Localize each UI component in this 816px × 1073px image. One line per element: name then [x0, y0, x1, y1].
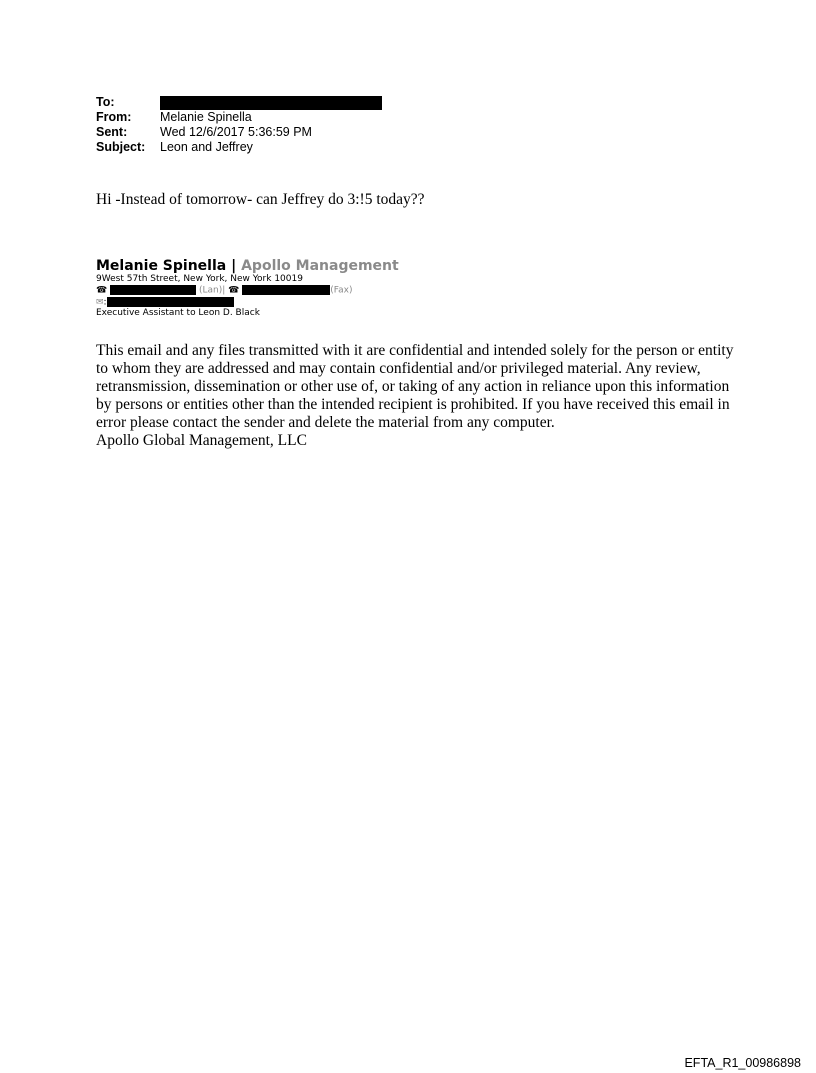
document-id: EFTA_R1_00986898	[684, 1056, 801, 1070]
subject-label: Subject:	[96, 140, 146, 154]
signature-phone-line	[96, 285, 399, 297]
confidentiality-disclaimer	[96, 342, 736, 450]
disclaimer-company: Apollo Global Management, LLC	[96, 432, 307, 449]
fax-label: (Fax)	[330, 285, 353, 296]
sent-value: Wed 12/6/2017 5:36:59 PM	[160, 125, 312, 139]
phone-icon: ☎	[96, 285, 108, 296]
sent-label: Sent:	[96, 125, 128, 139]
email-signature	[96, 258, 399, 319]
redaction-block	[107, 297, 234, 307]
signature-mail-line: ✉:	[96, 297, 399, 309]
email-header	[96, 95, 382, 155]
email-message: Hi -Instead of tomorrow- can Jeffrey do 3:!5 today??	[96, 191, 425, 208]
lan-label: (Lan)|	[198, 285, 226, 296]
from-value: Melanie Spinella	[160, 110, 252, 124]
from-row	[96, 110, 382, 125]
subject-value: Leon and Jeffrey	[160, 140, 253, 154]
subject-row	[96, 140, 382, 155]
from-label: From:	[96, 110, 132, 124]
signature-name: Melanie Spinella	[96, 258, 227, 274]
signature-address: 9West 57th Street, New York, New York 10019	[96, 274, 303, 284]
to-value	[160, 95, 382, 110]
to-label: To:	[96, 95, 115, 109]
redaction-block	[160, 96, 382, 110]
signature-name-line	[96, 258, 399, 274]
signature-separator: |	[226, 258, 242, 274]
mail-icon: ✉	[96, 297, 104, 307]
sent-row	[96, 125, 382, 140]
signature-company: Apollo Management	[241, 258, 399, 274]
redaction-block	[110, 285, 196, 295]
redaction-block	[242, 285, 330, 295]
phone-icon: ☎	[228, 285, 240, 296]
signature-title: Executive Assistant to Leon D. Black	[96, 308, 260, 318]
disclaimer-text: This email and any files transmitted with it are confidential and intended solely for the person or entity to whom they are addressed and may contain confidential and/or privileged material. Any review, retransmission, dissemination or other use of, or taking of any action in reliance upon this information by persons or entities other than the intended recipient is prohibited. If you have received this email in error please contact the sender and delete the material from any computer.	[96, 342, 734, 431]
to-row	[96, 95, 382, 110]
